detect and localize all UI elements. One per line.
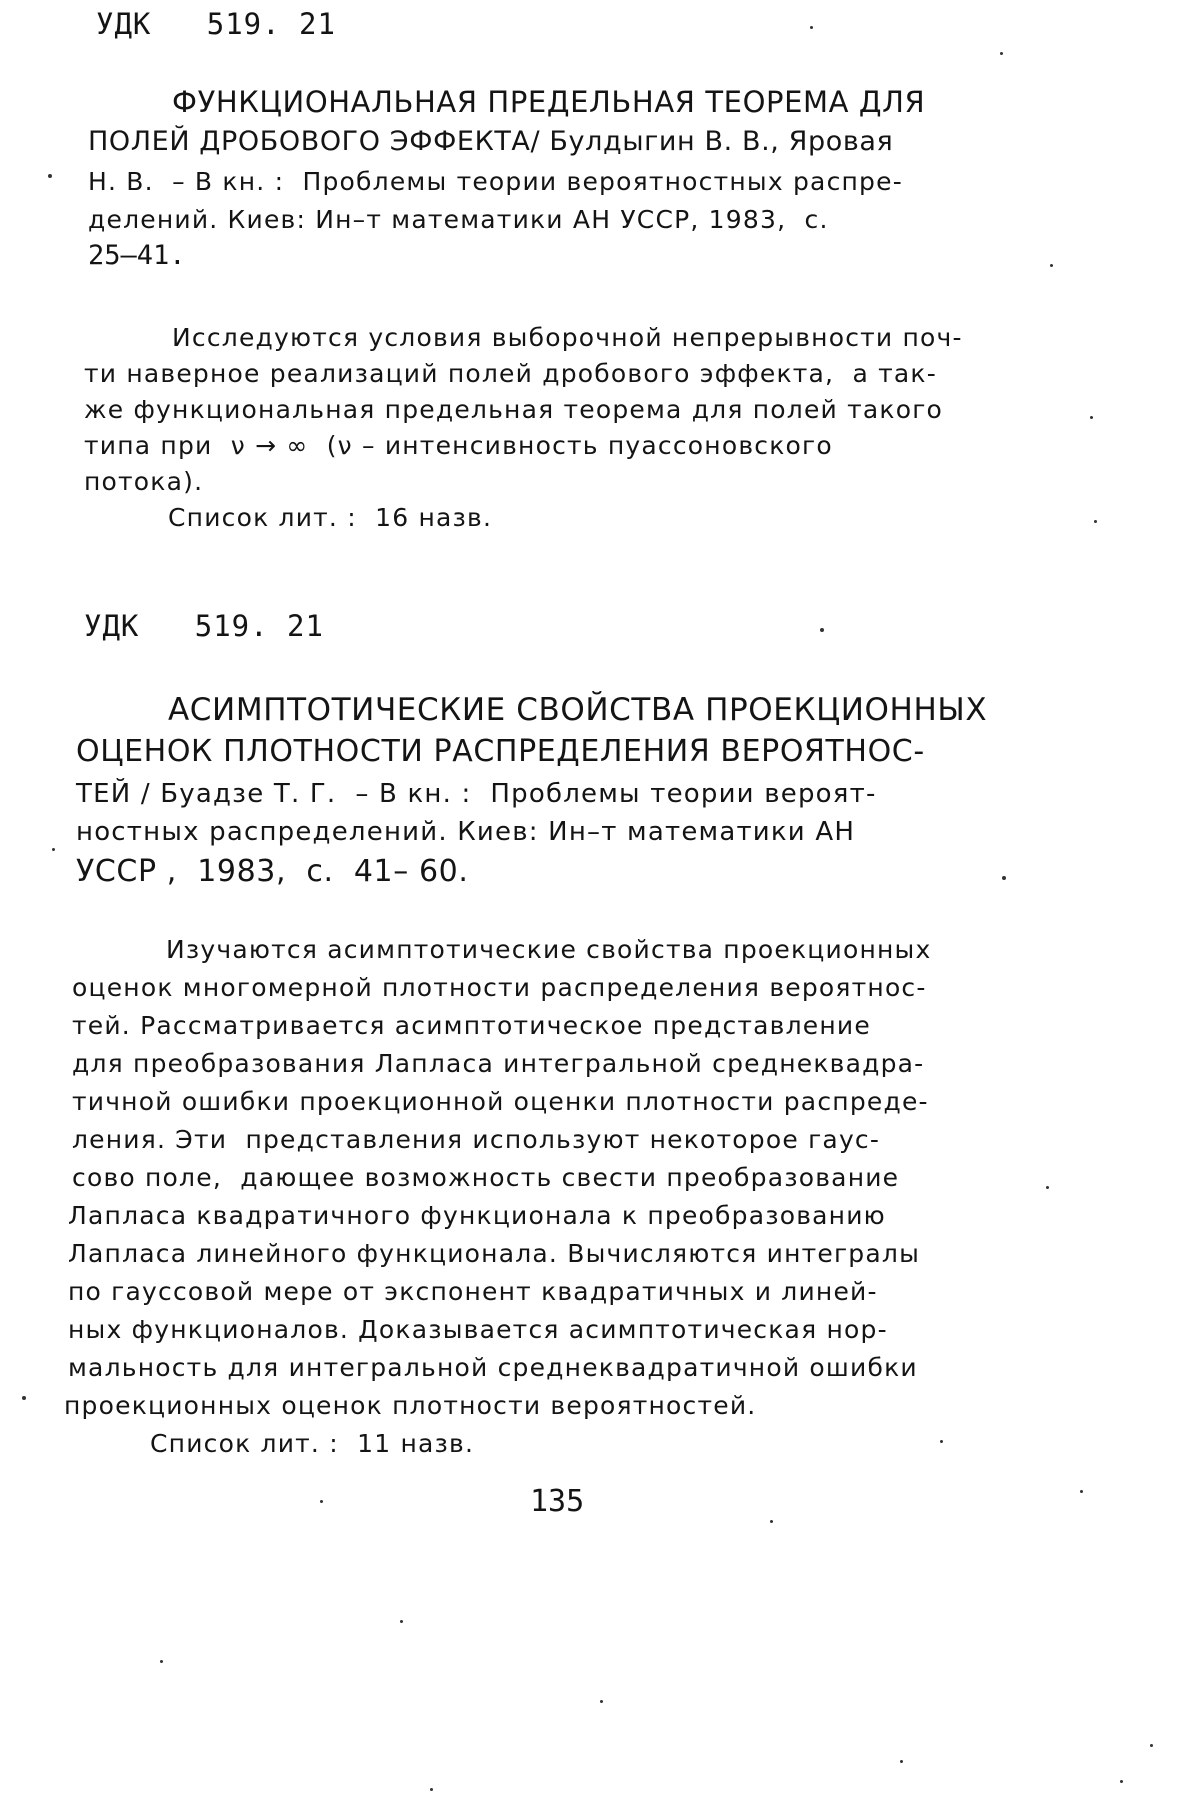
abstract-line: потока). [84, 467, 204, 496]
abstract-line: Лапласа квадратичного функционала к преобразованию [68, 1201, 886, 1230]
entry-title-line: АСИМПТОТИЧЕСКИЕ СВОЙСТВА ПРОЕКЦИОННЫХ [168, 692, 988, 728]
abstract-line: тей. Рассматривается асимптотическое представление [72, 1011, 871, 1040]
entry-citation-line: ТЕЙ / Буадзе Т. Г. – В кн. : Проблемы теории вероят- [76, 779, 877, 809]
entry-citation-line: УССР , 1983, с. 41– 60. [76, 854, 469, 889]
entry-title-line: ПОЛЕЙ ДРОБОВОГО ЭФФЕКТА/ Булдыгин В. В., Яровая [88, 126, 894, 157]
abstract-line: же функциональная предельная теорема для полей такого [84, 395, 944, 424]
page-number: 135 [530, 1484, 585, 1519]
abstract-line: по гауссовой мере от экспонент квадратичных и линей- [68, 1277, 878, 1306]
abstract-line: ления. Эти представления используют некоторое гаус- [72, 1125, 881, 1154]
entry-citation-line: 25–41. [88, 240, 186, 271]
entry-title-line: ОЦЕНОК ПЛОТНОСТИ РАСПРЕДЕЛЕНИЯ ВЕРОЯТНОС- [76, 734, 925, 769]
abstract-line: ных функционалов. Доказывается асимптотическая нор- [68, 1315, 888, 1344]
abstract-line: проекционных оценок плотности вероятностей. [64, 1391, 757, 1420]
udk-code: УДК 519. 21 [84, 609, 324, 643]
abstract-line: Исследуются условия выборочной непрерывности поч- [172, 323, 963, 352]
abstract-line: мальность для интегральной среднеквадратичной ошибки [68, 1353, 918, 1382]
abstract-line: Лапласа линейного функционала. Вычисляются интегралы [68, 1239, 921, 1268]
entry-citation-line: Н. В. – В кн. : Проблемы теории вероятностных распре- [88, 167, 903, 196]
entry-citation-line: делений. Киев: Ин–т математики АН УССР, 1983, с. [88, 205, 829, 234]
abstract-line: ти наверное реализаций полей дробового эффекта, а так- [84, 359, 937, 388]
reference-count: Список лит. : 16 назв. [168, 503, 493, 532]
entry-citation-line: ностных распределений. Киев: Ин–т математики АН [76, 817, 856, 847]
udk-code: УДК 519. 21 [96, 7, 336, 41]
abstract-line: Изучаются асимптотические свойства проекционных [166, 935, 932, 964]
reference-count: Список лит. : 11 назв. [150, 1429, 475, 1458]
entry-title-line: ФУНКЦИОНАЛЬНАЯ ПРЕДЕЛЬНАЯ ТЕОРЕМА ДЛЯ [172, 85, 926, 119]
abstract-line: для преобразования Лапласа интегральной среднеквадра- [72, 1049, 925, 1078]
abstract-line: тичной ошибки проекционной оценки плотности распреде- [72, 1087, 929, 1116]
abstract-line: оценок многомерной плотности распределения вероятнос- [72, 973, 927, 1002]
abstract-line: типа при ν → ∞ (ν – интенсивность пуассоновского [84, 431, 833, 460]
abstract-line: сово поле, дающее возможность свести преобразование [72, 1163, 900, 1192]
